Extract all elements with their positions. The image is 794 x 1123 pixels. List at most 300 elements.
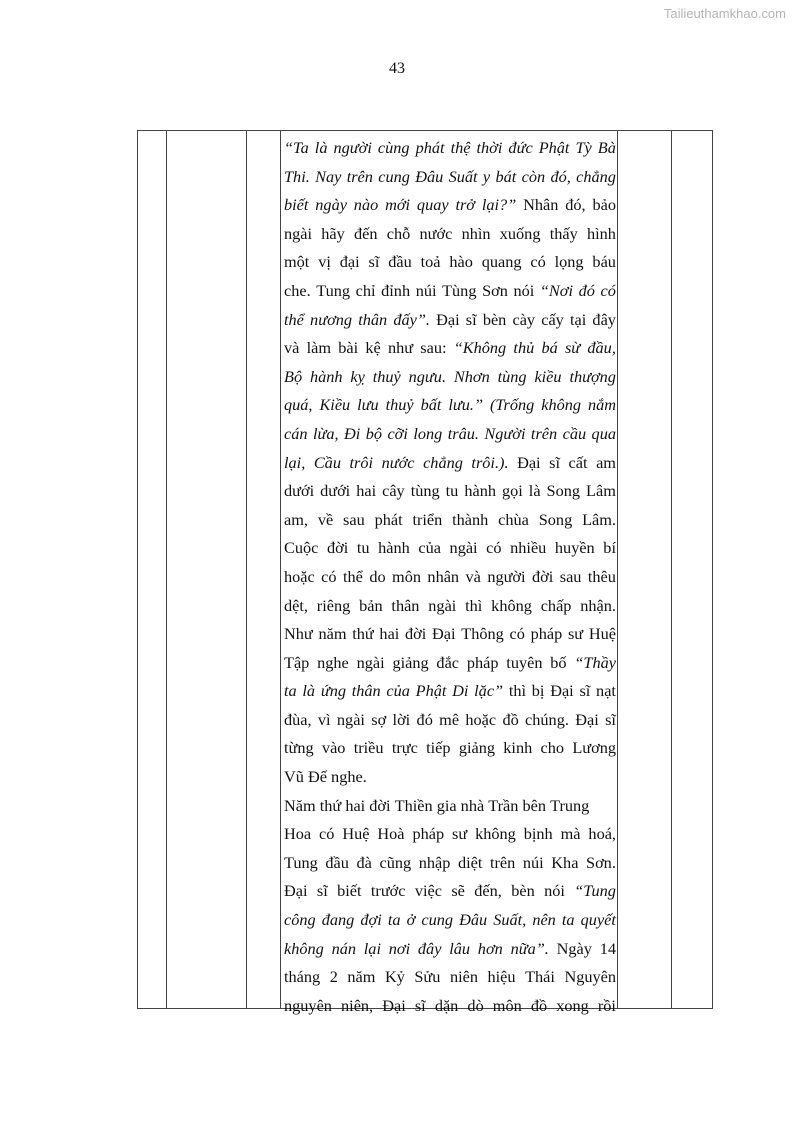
word: bản bbox=[359, 595, 383, 615]
word: thân bbox=[358, 309, 388, 329]
word: nước bbox=[381, 452, 415, 472]
word: Đâu bbox=[415, 166, 444, 186]
word: “Nơi bbox=[539, 280, 574, 300]
word: sư bbox=[452, 824, 468, 844]
word: cây bbox=[382, 481, 405, 501]
word: đồ bbox=[502, 709, 519, 729]
word: bí bbox=[603, 538, 616, 558]
word: hoặc bbox=[465, 709, 497, 729]
word: nghe bbox=[317, 652, 349, 672]
word: chấp bbox=[540, 595, 572, 615]
word: thệ bbox=[450, 138, 471, 157]
word: đời bbox=[405, 624, 427, 644]
word: (Trống bbox=[489, 395, 535, 415]
word: đợi bbox=[360, 910, 382, 930]
word: thân bbox=[351, 681, 381, 701]
word: là bbox=[314, 138, 328, 157]
word: thủ bbox=[513, 338, 535, 358]
word: bài bbox=[338, 338, 359, 358]
word: tu bbox=[356, 538, 370, 558]
word: riêng bbox=[316, 595, 351, 615]
word: phát bbox=[415, 138, 445, 157]
word: của bbox=[386, 681, 410, 701]
word: nơi bbox=[388, 938, 411, 958]
column-divider bbox=[280, 131, 281, 1008]
word: xuống bbox=[499, 223, 541, 243]
word: ta bbox=[284, 681, 297, 701]
word: dưới bbox=[284, 481, 315, 501]
text-line bbox=[284, 935, 616, 964]
word: ngài bbox=[284, 223, 313, 243]
word: tùng bbox=[410, 481, 440, 501]
word: sĩ bbox=[549, 452, 560, 472]
word: bất bbox=[420, 395, 442, 415]
text-line bbox=[284, 391, 616, 420]
word: cùng bbox=[377, 138, 410, 157]
word: dưới bbox=[320, 481, 351, 501]
text-line bbox=[284, 677, 616, 706]
word: cày bbox=[512, 309, 536, 329]
word: chỉ bbox=[355, 280, 376, 300]
word: từng bbox=[284, 738, 314, 758]
word: niên bbox=[449, 967, 478, 987]
word: đời bbox=[532, 566, 554, 586]
word: và bbox=[465, 566, 481, 586]
word: lọng bbox=[554, 252, 584, 272]
word: chỗ bbox=[386, 223, 411, 243]
word: thành bbox=[452, 509, 489, 529]
word: Suất bbox=[448, 166, 478, 186]
word: lại, bbox=[284, 452, 306, 472]
word: mê bbox=[439, 709, 460, 729]
word: triều bbox=[353, 738, 384, 758]
word: công bbox=[284, 910, 316, 930]
word: không bbox=[491, 595, 532, 615]
word: nguyên bbox=[284, 995, 332, 1015]
word: cung bbox=[378, 166, 410, 186]
word: nói bbox=[544, 881, 565, 901]
column-divider bbox=[166, 131, 167, 1008]
word: về bbox=[317, 509, 334, 529]
word: Suất, bbox=[493, 910, 527, 930]
word: Huệ bbox=[342, 824, 370, 844]
word: kiều bbox=[534, 366, 562, 386]
word: bộ bbox=[365, 423, 383, 443]
word: sau bbox=[343, 509, 365, 529]
word: chùa bbox=[498, 509, 529, 529]
word: dặn bbox=[434, 995, 459, 1015]
word: đầu bbox=[325, 852, 349, 872]
word: Tập bbox=[284, 652, 310, 672]
word: một bbox=[284, 252, 310, 272]
text-line bbox=[284, 620, 616, 649]
word: môn bbox=[392, 566, 421, 586]
body-text-cell bbox=[284, 134, 616, 1020]
word: Sơn bbox=[482, 280, 508, 300]
word: lại bbox=[363, 938, 381, 958]
word: bảo bbox=[592, 195, 616, 215]
text-line bbox=[284, 134, 616, 163]
word: Phật bbox=[538, 138, 570, 157]
word: thấy bbox=[549, 223, 578, 243]
word: niên, bbox=[341, 995, 374, 1015]
word: sĩ bbox=[316, 881, 328, 901]
word: Song bbox=[546, 481, 581, 501]
word: long bbox=[413, 423, 443, 443]
word: Nhơn bbox=[453, 366, 490, 386]
word: là bbox=[302, 681, 316, 701]
text-line bbox=[284, 592, 616, 621]
word: Bộ bbox=[284, 366, 303, 386]
word: của bbox=[418, 538, 441, 558]
word: ngày bbox=[315, 195, 347, 215]
word: cán bbox=[284, 423, 308, 443]
word: đầu, bbox=[587, 338, 616, 358]
word: trôi.). bbox=[471, 452, 509, 472]
word: thuỷ bbox=[385, 395, 414, 415]
word: không bbox=[541, 395, 582, 415]
word: Đại bbox=[436, 309, 460, 329]
word: dò bbox=[467, 995, 484, 1015]
word: đồ bbox=[530, 995, 548, 1015]
text-line bbox=[284, 248, 616, 277]
word: là bbox=[528, 481, 541, 501]
word: Song bbox=[538, 509, 573, 529]
word: trở bbox=[455, 195, 475, 215]
word: qua bbox=[591, 423, 616, 443]
word: đà bbox=[356, 852, 372, 872]
word: và bbox=[284, 338, 300, 358]
word: ngài bbox=[356, 652, 385, 672]
word: xong bbox=[556, 995, 589, 1015]
word: hai bbox=[379, 624, 400, 644]
word: hơn bbox=[477, 938, 503, 958]
document-table bbox=[137, 130, 713, 1015]
word: ngài bbox=[449, 538, 478, 558]
word: do bbox=[369, 566, 386, 586]
word: Phật bbox=[415, 681, 447, 701]
word: kệ bbox=[365, 338, 381, 358]
word: thuỷ bbox=[372, 366, 401, 386]
word: đầu bbox=[388, 252, 412, 272]
word: đời bbox=[369, 795, 391, 815]
word: nán bbox=[331, 938, 356, 958]
word: có bbox=[509, 624, 525, 644]
word: vào bbox=[321, 738, 346, 758]
word: Huệ bbox=[588, 624, 616, 644]
word: Đại bbox=[575, 709, 599, 729]
word: nữa”. bbox=[510, 938, 549, 958]
word: đó bbox=[578, 280, 595, 300]
word: nắm bbox=[587, 395, 616, 415]
text-line bbox=[284, 877, 616, 906]
word: trên bbox=[346, 166, 373, 186]
word: Đi bbox=[344, 423, 361, 443]
word: nói bbox=[513, 280, 535, 300]
word: quá, bbox=[284, 395, 313, 415]
word: thể bbox=[284, 309, 304, 329]
word: quyết bbox=[580, 910, 616, 930]
text-line bbox=[284, 477, 616, 506]
word: dệt, bbox=[284, 595, 308, 615]
word: đây bbox=[417, 938, 442, 958]
text-line bbox=[284, 906, 616, 935]
word: Năm bbox=[284, 795, 316, 815]
text-line bbox=[284, 363, 616, 392]
text-line bbox=[284, 506, 616, 535]
word: nương bbox=[310, 309, 353, 329]
text-line bbox=[284, 792, 616, 821]
word: hành bbox=[464, 481, 496, 501]
word: Cuộc bbox=[284, 538, 319, 558]
word: đến, bbox=[474, 881, 502, 901]
word: đắc bbox=[436, 652, 460, 672]
text-line bbox=[284, 849, 616, 878]
word: có bbox=[321, 566, 337, 586]
word: lừa, bbox=[312, 423, 339, 443]
word: che. bbox=[284, 280, 311, 300]
word: lưu.” bbox=[448, 395, 483, 415]
word: bát bbox=[495, 166, 517, 186]
word: bịnh bbox=[523, 824, 553, 844]
word: đó, bbox=[565, 195, 586, 215]
word: nhà bbox=[460, 795, 485, 815]
word: đang bbox=[321, 910, 355, 930]
word: Sơn. bbox=[586, 852, 616, 872]
word: cung bbox=[421, 910, 453, 930]
word: nghe. bbox=[331, 767, 367, 787]
word: pháp bbox=[530, 624, 563, 644]
word: Di bbox=[452, 681, 469, 701]
word: bên bbox=[522, 795, 547, 815]
word: “Ta bbox=[284, 138, 309, 157]
word: lại?” bbox=[481, 195, 517, 215]
word: núi bbox=[415, 280, 437, 300]
word: nhìn bbox=[461, 223, 491, 243]
word: ứng bbox=[320, 681, 346, 701]
word: Ngày bbox=[556, 938, 592, 958]
word: lâu bbox=[449, 938, 471, 958]
word: Thái bbox=[525, 967, 555, 987]
word: sừ bbox=[564, 338, 581, 358]
word: nhận. bbox=[580, 595, 616, 615]
word: hai bbox=[345, 795, 366, 815]
column-divider bbox=[671, 131, 672, 1008]
word: Bà bbox=[597, 138, 616, 157]
word: hiệu bbox=[487, 967, 516, 987]
word: Đại bbox=[382, 995, 406, 1015]
text-line bbox=[284, 734, 616, 763]
word: Như bbox=[284, 624, 313, 644]
word: có bbox=[530, 252, 546, 272]
word: Cầu bbox=[313, 452, 341, 472]
word: cho bbox=[540, 738, 565, 758]
word: đây bbox=[592, 309, 616, 329]
word: sĩ bbox=[605, 709, 616, 729]
word: đùa, bbox=[284, 709, 312, 729]
word: nhập bbox=[418, 852, 451, 872]
word: Vũ bbox=[284, 767, 304, 787]
word: sợ bbox=[371, 709, 387, 729]
word: lặc” bbox=[474, 681, 504, 701]
word: bố bbox=[550, 652, 567, 672]
word: toả bbox=[420, 252, 441, 272]
word: Đế bbox=[307, 767, 327, 787]
word: 14 bbox=[599, 938, 616, 958]
word: trôi bbox=[349, 452, 374, 472]
word: Hoà bbox=[377, 824, 405, 844]
text-line bbox=[284, 963, 616, 992]
word: lưu bbox=[357, 395, 379, 415]
text-line bbox=[284, 706, 616, 735]
word: am bbox=[596, 452, 616, 472]
word: mới bbox=[385, 195, 411, 215]
word: hành bbox=[309, 366, 343, 386]
word: ngài bbox=[336, 709, 365, 729]
column-divider bbox=[246, 131, 247, 1008]
word: Nhân bbox=[523, 195, 559, 215]
text-line bbox=[284, 220, 616, 249]
word: kỵ bbox=[350, 366, 365, 386]
word: Đại bbox=[550, 681, 574, 701]
word: Lương bbox=[572, 738, 616, 758]
word: huyền bbox=[554, 538, 595, 558]
text-line bbox=[284, 820, 616, 849]
word: sư bbox=[567, 624, 584, 644]
word: gia bbox=[436, 795, 457, 815]
word: trâu. bbox=[447, 423, 479, 443]
word: ta bbox=[561, 910, 575, 930]
word: 2 bbox=[329, 967, 338, 987]
word: hoặc bbox=[284, 566, 315, 586]
word: kinh bbox=[503, 738, 533, 758]
word: đó bbox=[416, 709, 433, 729]
word: ta bbox=[387, 910, 401, 930]
text-line bbox=[284, 306, 616, 335]
word: rồi bbox=[597, 995, 616, 1015]
text-line bbox=[284, 992, 616, 1021]
word: biết bbox=[284, 195, 309, 215]
word: thứ bbox=[319, 795, 342, 815]
word: như bbox=[387, 338, 414, 358]
text-line bbox=[284, 649, 616, 678]
word: chẳng bbox=[423, 452, 463, 472]
word: núi bbox=[522, 852, 544, 872]
watermark: Tailieuthamkhao.com bbox=[663, 6, 786, 21]
word: nhân bbox=[427, 566, 460, 586]
word: thân bbox=[391, 595, 420, 615]
word: có bbox=[319, 824, 335, 844]
word: sau bbox=[559, 566, 582, 586]
word: hành bbox=[378, 538, 410, 558]
word: nào bbox=[353, 195, 379, 215]
word: triển bbox=[412, 509, 443, 529]
text-line bbox=[284, 277, 616, 306]
word: không bbox=[475, 824, 516, 844]
word: sĩ bbox=[465, 309, 477, 329]
word: bá bbox=[541, 338, 558, 358]
word: Kha bbox=[551, 852, 579, 872]
word: thời bbox=[476, 138, 503, 157]
word: năm bbox=[318, 624, 347, 644]
word: sau: bbox=[420, 338, 447, 358]
text-line bbox=[284, 449, 616, 478]
word: biết bbox=[337, 881, 362, 901]
word: tuyên bbox=[506, 652, 543, 672]
word: Nguyên bbox=[564, 967, 616, 987]
word: pháp bbox=[412, 824, 445, 844]
word: đức bbox=[508, 138, 533, 157]
word: hãy bbox=[321, 223, 345, 243]
word: Đại bbox=[517, 452, 541, 472]
word: lời bbox=[392, 709, 411, 729]
word: hình bbox=[586, 223, 616, 243]
text-line bbox=[284, 334, 616, 363]
word: thì bbox=[465, 595, 483, 615]
word: Người bbox=[484, 423, 526, 443]
word: cỡi bbox=[387, 423, 408, 443]
word: nước bbox=[419, 223, 453, 243]
word: năm bbox=[347, 967, 376, 987]
word: cầu bbox=[562, 423, 587, 443]
word: trực bbox=[391, 738, 418, 758]
word: Đâu bbox=[459, 910, 488, 930]
word: Kỷ bbox=[384, 967, 405, 987]
word: thể bbox=[342, 566, 363, 586]
word: vì bbox=[317, 709, 331, 729]
word: báu bbox=[592, 252, 616, 272]
word: Trần bbox=[488, 795, 519, 815]
word: giảng bbox=[392, 652, 429, 672]
word: chúng. bbox=[525, 709, 569, 729]
word: vị bbox=[318, 252, 331, 272]
word: Tỳ bbox=[575, 138, 592, 157]
word: pháp bbox=[466, 652, 499, 672]
word: đỉnh bbox=[381, 280, 411, 300]
word: “Không bbox=[453, 338, 507, 358]
word: hoá, bbox=[588, 824, 616, 844]
word: trên bbox=[489, 852, 516, 872]
word: thêu bbox=[587, 566, 616, 586]
word: quay bbox=[416, 195, 449, 215]
word: Trung bbox=[550, 795, 590, 815]
word: có bbox=[600, 280, 616, 300]
word: Hoa bbox=[284, 824, 312, 844]
word: nhiều bbox=[510, 538, 547, 558]
word: giảng bbox=[458, 738, 495, 758]
word: sẽ bbox=[451, 881, 465, 901]
word: không bbox=[284, 938, 324, 958]
word: tại bbox=[569, 309, 587, 329]
word: người bbox=[333, 138, 372, 157]
word: Thông bbox=[461, 624, 504, 644]
word: Đại bbox=[432, 624, 456, 644]
word: y bbox=[482, 166, 491, 186]
word: đại bbox=[339, 252, 360, 272]
word: người bbox=[487, 566, 526, 586]
text-line bbox=[284, 163, 616, 192]
word: tiếp bbox=[426, 738, 451, 758]
word: tháng bbox=[284, 967, 321, 987]
word: Nay bbox=[315, 166, 342, 186]
word: thì bbox=[508, 681, 527, 701]
word: đó, bbox=[550, 166, 571, 186]
word: hào bbox=[449, 252, 473, 272]
word: gọi bbox=[501, 481, 523, 501]
word: thứ bbox=[352, 624, 374, 644]
word: bị bbox=[531, 681, 545, 701]
word: Đại bbox=[284, 881, 308, 901]
